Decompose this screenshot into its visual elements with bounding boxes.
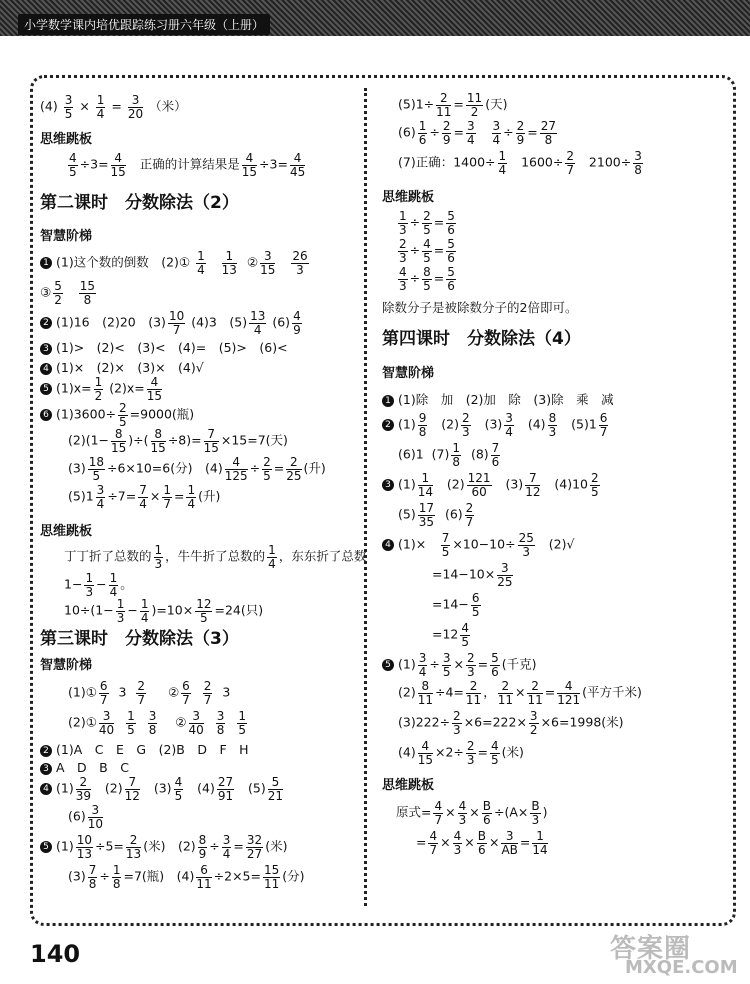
bullet-4: 4: [40, 783, 52, 795]
bullet-4: 4: [40, 363, 52, 375]
answer-line: (6) $\frac{1}{6}$ ÷ $\frac{2}{9}$ = $\frac{3}{4}$ $\frac{3}{4}$ ÷ $\frac{2}{9}$ = $\frac{27}{8}$: [398, 119, 557, 147]
answer-line: (6) $\frac{3}{10}$: [68, 803, 103, 831]
answer-line: (3)222÷ $\frac{2}{3}$ ×6=222× $\frac{3}{2}$ ×6=1998(米): [398, 709, 624, 737]
ladder-heading: 智慧阶梯: [40, 229, 93, 244]
bullet-2: 2: [382, 419, 394, 431]
bullet-3: 3: [40, 763, 52, 775]
answer-line: 原式= $\frac{4}{7}$ × $\frac{4}{3}$ × $\frac{B}{6}$ ÷(A× $\frac{B}{3}$ ): [396, 799, 548, 827]
answer-line: (4) $\frac{4}{15}$ ×2÷ $\frac{2}{3}$ = $\frac{4}{5}$ (米): [398, 739, 524, 767]
answer-line: (3) $\frac{18}{5}$ ÷6×10=6(分) (4) $\frac{4}{125}$ ÷ $\frac{2}{5}$ = $\frac{2}{25}$ (升): [68, 455, 326, 483]
ladder-heading: 智慧阶梯: [40, 658, 93, 673]
answer-line: 4 (1) $\frac{2}{39}$ (2) $\frac{7}{12}$ (3) $\frac{4}{5}$ (4) $\frac{27}{91}$ (5) $\frac{5}{21}$: [40, 776, 285, 802]
thinking-heading: 思维跳板: [382, 778, 435, 793]
answer-line: (7)正确：1400÷ $\frac{1}{4}$ 1600÷ $\frac{2}{7}$ 2100÷ $\frac{3}{8}$: [398, 149, 642, 177]
thinking-heading: 思维跳板: [40, 524, 93, 539]
answer-line: 2 (1)16 (2)20 (3) $\frac{10}{7}$ (4)3 (5) $\frac{13}{4}$ (6) $\frac{4}{9}$: [40, 310, 304, 336]
answer-line: $\frac{4}{3}$ ÷ $\frac{8}{5}$ = $\frac{5}{6}$: [399, 265, 455, 293]
lesson-title: 第四课时 分数除法（4）: [382, 329, 581, 349]
answer-line: 3 (1) $\frac{1}{14}$ (2) $\frac{121}{60}$ (3) $\frac{7}{12}$ (4)10 $\frac{2}{5}$: [382, 472, 602, 498]
answer-line: 丁丁折了总数的 $\frac{1}{3}$ ，牛牛折了总数的 $\frac{1}{4}$ ，东东折了总数: [64, 543, 367, 571]
answer-line: $\frac{4}{5}$ ÷3= $\frac{4}{15}$ 正确的计算结果是 $\frac{4}{15}$ ÷3= $\frac{4}{45}$: [69, 151, 306, 179]
bullet-6: 6: [40, 409, 52, 421]
watermark-url: MXQE.COM: [625, 957, 738, 978]
bullet-5: 5: [40, 383, 52, 395]
answer-line: 除数分子是被除数分子的2倍即可。: [382, 300, 578, 315]
answer-line: ③ $\frac{5}{2}$ $\frac{15}{8}$: [40, 279, 96, 307]
answer-line: 1− $\frac{1}{3}$ − $\frac{1}{4}$ 。: [64, 571, 133, 599]
answer-line: (2)(1− $\frac{8}{15}$ )÷( $\frac{8}{15}$ ÷8)= $\frac{7}{15}$ ×15=7(天): [68, 427, 288, 455]
bullet-2: 2: [40, 317, 52, 329]
bullet-3: 3: [40, 343, 52, 355]
answer-line: 10÷(1− $\frac{1}{3}$ − $\frac{1}{4}$ )=10× $\frac{12}{5}$ =24(只): [64, 597, 264, 625]
lesson-title: 第三课时 分数除法（3）: [40, 629, 239, 649]
thinking-heading: 思维跳板: [40, 132, 93, 147]
answer-line: =14− $\frac{6}{5}$: [432, 591, 480, 619]
answer-line: (2) $\frac{8}{11}$ ÷4= $\frac{2}{11}$ ， $\frac{2}{11}$ × $\frac{2}{11}$ = $\frac{4}{121}$ (平方千米): [398, 679, 642, 707]
answer-line: (6)1 (7) $\frac{1}{8}$ (8) $\frac{7}{6}$: [398, 441, 500, 469]
answer-line: 3 A D B C: [40, 758, 129, 776]
answer-line: 5 (1) $\frac{10}{13}$ ÷5= $\frac{2}{13}$ (米) (2) $\frac{8}{9}$ ÷ $\frac{3}{4}$ = $\frac{32}{27}$ (米): [40, 834, 287, 860]
bullet-5: 5: [382, 659, 394, 671]
ladder-heading: 智慧阶梯: [382, 366, 435, 381]
answer-line: 1 (1)除 加 (2)加 除 (3)除 乘 减: [382, 390, 614, 408]
header-title: 小学数学课内培优跟踪练习册六年级（上册）: [18, 14, 270, 35]
answer-line: =14−10× $\frac{3}{25}$: [432, 561, 513, 589]
bullet-5: 5: [40, 841, 52, 853]
bullet-3: 3: [382, 479, 394, 491]
answer-line: 4 (1)× $\frac{7}{5}$ ×10−10÷ $\frac{25}{3}$ (2)√: [382, 532, 574, 558]
answer-line: 1 (1)这个数的倒数 (2)① $\frac{1}{4}$ $\frac{1}{13}$ ② $\frac{3}{15}$ $\frac{26}{3}$: [40, 250, 311, 276]
answer-line: (4) $\frac{3}{5}$ × $\frac{1}{4}$ = $\frac{3}{20}$ （米）: [40, 93, 187, 121]
answer-line: (5)1 $\frac{3}{4}$ ÷7= $\frac{7}{4}$ × $\frac{1}{7}$ = $\frac{1}{4}$ (升): [68, 483, 221, 511]
answer-line: (2)① $\frac{3}{40}$ $\frac{1}{5}$ $\frac{3}{8}$ ② $\frac{3}{40}$ $\frac{3}{8}$ $\frac{1}{5}$: [68, 709, 246, 737]
answer-line: (1)① $\frac{6}{7}$ 3 $\frac{2}{7}$ ② $\frac{6}{7}$ $\frac{2}{7}$ 3: [68, 679, 231, 707]
lesson-title: 第二课时 分数除法（2）: [40, 193, 239, 213]
page-number: 140: [30, 940, 81, 968]
answer-line: $\frac{2}{3}$ ÷ $\frac{4}{5}$ = $\frac{5}{6}$: [399, 237, 455, 265]
answer-line: 5 (1)x= $\frac{1}{2}$ (2)x= $\frac{4}{15}$: [40, 376, 164, 402]
watermark-logo: 答案圈: [610, 934, 692, 964]
answer-line: (5) $\frac{17}{35}$ (6) $\frac{2}{7}$: [398, 501, 474, 529]
answer-line: $\frac{1}{3}$ ÷ $\frac{2}{5}$ = $\frac{5}{6}$: [399, 209, 455, 237]
bullet-4: 4: [382, 539, 394, 551]
answer-line: =12 $\frac{4}{5}$: [432, 621, 470, 649]
header-bar: [0, 0, 750, 36]
bullet-2: 2: [40, 745, 52, 757]
answer-line: 5 (1) $\frac{3}{4}$ ÷ $\frac{3}{5}$ × $\frac{2}{3}$ = $\frac{5}{6}$ (千克): [382, 652, 537, 678]
bullet-1: 1: [382, 395, 394, 407]
answer-line: = $\frac{4}{7}$ × $\frac{4}{3}$ × $\frac{B}{6}$ × $\frac{3}{AB}$ = $\frac{1}{14}$: [416, 829, 548, 857]
thinking-heading: 思维跳板: [382, 190, 435, 205]
answer-line: (5)1÷ $\frac{2}{11}$ = $\frac{11}{2}$ (天): [398, 91, 508, 119]
bullet-1: 1: [40, 257, 52, 269]
answer-line: 6 (1)3600÷ $\frac{2}{5}$ =9000(瓶): [40, 402, 194, 428]
answer-line: 2 (1) $\frac{9}{8}$ (2) $\frac{2}{3}$ (3) $\frac{3}{4}$ (4) $\frac{8}{3}$ (5)1 $\frac{6}{7}$: [382, 412, 610, 438]
answer-line: 2 (1)A C E G (2)B D F H: [40, 740, 249, 758]
column-divider: [364, 88, 367, 906]
answer-line: 3 (1)> (2)< (3)< (4)= (5)> (6)<: [40, 338, 288, 356]
answer-line: 4 (1)× (2)× (3)× (4)√: [40, 358, 204, 376]
answer-line: (3) $\frac{7}{8}$ ÷ $\frac{1}{8}$ =7(瓶) (4) $\frac{6}{11}$ ÷2×5= $\frac{15}{11}$ (分): [68, 863, 305, 891]
